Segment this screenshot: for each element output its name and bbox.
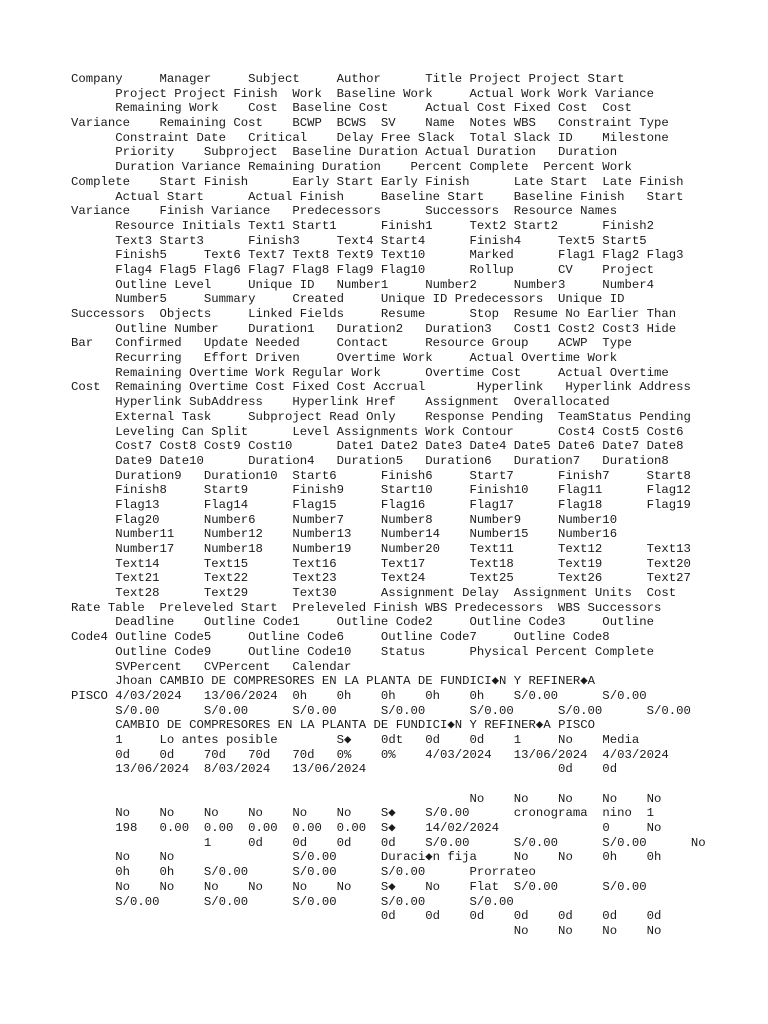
text-line: Text28 Text29 Text30 Assignment Delay Assignment Units Cost xyxy=(71,586,677,601)
text-line: Outline Code9 Outline Code10 Status Physical Percent Complete xyxy=(71,644,654,659)
text-line: Recurring Effort Driven Overtime Work Actual Overtime Work xyxy=(71,351,618,366)
text-line: Outline Number Duration1 Duration2 Duration3 Cost1 Cost2 Cost3 Hide xyxy=(71,321,677,336)
text-line: Number5 Summary Created Unique ID Predecessors Unique ID xyxy=(71,292,625,307)
text-line: Variance Remaining Cost BCWP BCWS SV Name Notes WBS Constraint Type xyxy=(71,116,669,131)
text-line: 1 Lo antes posible S◆ 0dt 0d 0d 1 No Media xyxy=(71,732,640,747)
text-line: No No No No No xyxy=(71,791,662,806)
text-line: Flag4 Flag5 Flag6 Flag7 Flag8 Flag9 Flag10 Rollup CV Project xyxy=(71,262,654,277)
text-line: Finish8 Start9 Finish9 Start10 Finish10 Flag11 Flag12 xyxy=(71,483,691,498)
text-line: 198 0.00 0.00 0.00 0.00 0.00 S◆ 14/02/2024 0 No xyxy=(71,821,662,836)
text-line: Number17 Number18 Number19 Number20 Text11 Text12 Text13 xyxy=(71,542,691,556)
text-line: Priority Subproject Baseline Duration Actual Duration Duration xyxy=(71,145,618,160)
text-line: Project Project Finish Work Baseline Work Actual Work Work Variance xyxy=(71,86,654,101)
text-line: Hyperlink SubAddress Hyperlink Href Assignment Overallocated xyxy=(71,395,610,410)
text-line: Company Manager Subject Author Title Project Project Start xyxy=(71,72,625,86)
text-line: External Task Subproject Read Only Response Pending TeamStatus Pending xyxy=(71,409,691,424)
text-line: No No No No No No S◆ No Flat S/0.00 S/0.00 xyxy=(71,879,647,894)
text-line: Variance Finish Variance Predecessors Successors Resource Names xyxy=(71,204,618,219)
text-line: SVPercent CVPercent Calendar xyxy=(71,659,352,674)
text-line: Text14 Text15 Text16 Text17 Text18 Text19 Text20 xyxy=(71,556,691,571)
document-text xyxy=(71,72,711,939)
text-line: Flag13 Flag14 Flag15 Flag16 Flag17 Flag18 Flag19 xyxy=(71,497,691,512)
text-line: Resource Initials Text1 Start1 Finish1 Text2 Start2 Finish2 xyxy=(71,218,654,233)
text-line: Actual Start Actual Finish Baseline Start Baseline Finish Start xyxy=(71,189,684,204)
text-line: S/0.00 S/0.00 S/0.00 S/0.00 S/0.00 xyxy=(71,894,514,909)
text-line: Cost7 Cost8 Cost9 Cost10 Date1 Date2 Date3 Date4 Date5 Date6 Date7 Date8 xyxy=(71,439,684,454)
text-line: Bar Confirmed Update Needed Contact Resource Group ACWP Type xyxy=(71,336,632,351)
text-line: Successors Objects Linked Fields Resume Stop Resume No Earlier Than xyxy=(71,307,677,321)
text-line: Deadline Outline Code1 Outline Code2 Outline Code3 Outline xyxy=(71,615,654,630)
task-name-line: CAMBIO DE COMPRESORES EN LA PLANTA DE FUNDICI◆N Y REFINER◆A PISCO xyxy=(71,718,595,733)
text-line: Cost Remaining Overtime Cost Fixed Cost Accrual Hyperlink Hyperlink Address xyxy=(71,380,691,395)
text-line: 1 0d 0d 0d 0d S/0.00 S/0.00 S/0.00 No xyxy=(71,835,706,850)
text-line: Number11 Number12 Number13 Number14 Number15 Number16 xyxy=(71,527,618,542)
text-line: PISCO 4/03/2024 13/06/2024 0h 0h 0h 0h 0h S/0.00 S/0.00 xyxy=(71,688,647,703)
text-line: Leveling Can Split Level Assignments Work Contour Cost4 Cost5 Cost6 xyxy=(71,424,684,439)
text-line: 13/06/2024 8/03/2024 13/06/2024 0d 0d xyxy=(71,762,618,777)
text-line: Duration9 Duration10 Start6 Finish6 Start7 Finish7 Start8 xyxy=(71,468,691,483)
project-title-line: Jhoan CAMBIO DE COMPRESORES EN LA PLANTA DE FUNDICI◆N Y REFINER◆A xyxy=(71,674,595,689)
text-line: 0d 0d 70d 70d 70d 0% 0% 4/03/2024 13/06/2024 4/03/2024 xyxy=(71,747,669,762)
text-line: Date9 Date10 Duration4 Duration5 Duration6 Duration7 Duration8 xyxy=(71,453,669,468)
blank-line xyxy=(71,777,711,792)
text-line: S/0.00 S/0.00 S/0.00 S/0.00 S/0.00 S/0.00 S/0.00 xyxy=(71,703,691,718)
text-line: Code4 Outline Code5 Outline Code6 Outline Code7 Outline Code8 xyxy=(71,630,610,645)
text-line: Duration Variance Remaining Duration Percent Complete Percent Work xyxy=(71,160,632,175)
text-line: Constraint Date Critical Delay Free Slack Total Slack ID Milestone xyxy=(71,130,669,145)
text-line: Complete Start Finish Early Start Early Finish Late Start Late Finish xyxy=(71,174,684,189)
text-line: 0h 0h S/0.00 S/0.00 S/0.00 Prorrateo xyxy=(71,865,536,880)
text-line: Flag20 Number6 Number7 Number8 Number9 Number10 xyxy=(71,512,618,527)
text-line: Finish5 Text6 Text7 Text8 Text9 Text10 Marked Flag1 Flag2 Flag3 xyxy=(71,248,684,263)
text-line: Rate Table Preleveled Start Preleveled Finish WBS Predecessors WBS Successors xyxy=(71,600,662,615)
text-line: Text21 Text22 Text23 Text24 Text25 Text26 Text27 xyxy=(71,571,691,586)
text-line: Outline Level Unique ID Number1 Number2 Number3 Number4 xyxy=(71,277,654,292)
text-line: Remaining Overtime Work Regular Work Overtime Cost Actual Overtime xyxy=(71,365,669,380)
text-line: No No No No xyxy=(71,923,662,938)
text-line: Remaining Work Cost Baseline Cost Actual Cost Fixed Cost Cost xyxy=(71,101,632,116)
text-line: No No S/0.00 Duraci◆n fija No No 0h 0h xyxy=(71,850,662,865)
text-line: No No No No No No S◆ S/0.00 cronograma nino 1 xyxy=(71,806,654,821)
text-line: Text3 Start3 Finish3 Text4 Start4 Finish4 Text5 Start5 xyxy=(71,233,647,248)
text-line: 0d 0d 0d 0d 0d 0d 0d xyxy=(71,909,662,924)
